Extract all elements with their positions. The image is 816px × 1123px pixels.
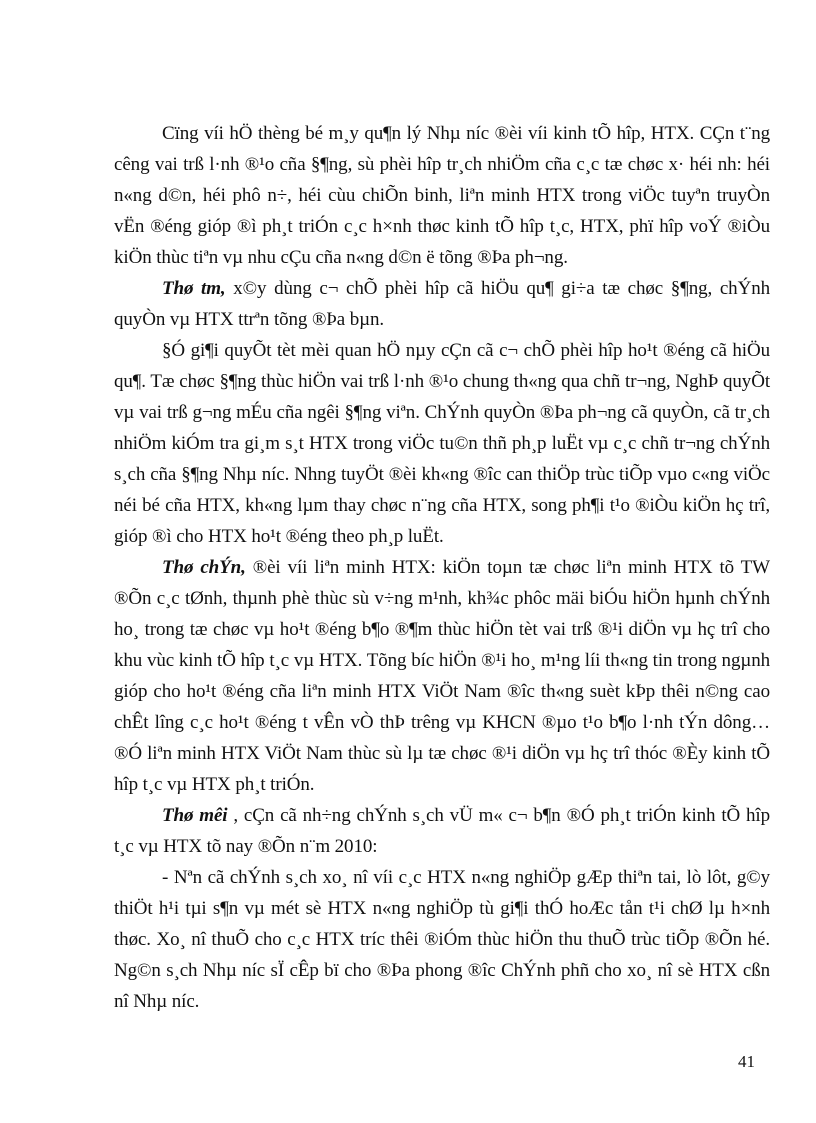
paragraph-text: Cïng víi hÖ thèng bé m¸y qu¶n lý Nhµ níc ®èi víi kinh tÕ hîp, HTX. CÇn t¨ng cêng vai trß l·nh ®¹o cña §¶ng, sù phèi hîp tr¸ch nhiÖm cña c¸c tæ chøc x· héi nh: héi n«ng d©n, héi phô n÷, héi cùu chiÕn binh, liªn minh HTX trong viÖc tuyªn truyÒn vËn ®éng gióp ®ì ph¸t triÓn c¸c h×nh thøc kinh tÕ hîp t¸c, HTX, phï hîp voÝ ®iÒu kiÖn thùc tiªn vµ nhu cÇu cña n«ng d©n ë tõng ®Þa ph¬ng. [114,123,770,268]
paragraph-coordination [114,335,770,552]
paragraph-intro [114,118,770,273]
paragraph-lead: Thø chÝn, [162,557,246,578]
paragraph-text: x©y dùng c¬ chÕ phèi hîp cã hiÖu qu¶ gi÷a tæ chøc §¶ng, chÝnh quyÒn vµ HTX ttrªn tõng ®Þa bµn. [114,278,771,330]
paragraph-tenth [114,800,770,862]
paragraph-eighth [114,273,770,335]
paragraph-text: §Ó gi¶i quyÕt tèt mèi quan hÖ nµy cÇn cã c¬ chÕ phèi hîp ho¹t ®éng cã hiÖu qu¶. Tæ chøc §¶ng thùc hiÖn vai trß l·nh ®¹o chung th«ng qua chñ tr¬ng, NghÞ quyÕt vµ vai trß g¬ng mÉu cña ngêi §¶ng viªn. ChÝnh quyÒn ®Þa ph¬ng cã quyÒn, cã tr¸ch nhiÖm kiÓm tra gi¸m s¸t HTX trong viÖc tu©n thñ ph¸p luËt vµ c¸c chñ tr¬ng chÝnh s¸ch cña §¶ng Nhµ níc. Nhng tuyÖt ®èi kh«ng ®îc can thiÖp trùc tiÕp vµo c«ng viÖc néi bé cña HTX, kh«ng lµm thay chøc n¨ng cña HTX, song ph¶i t¹o ®iÒu kiÖn hç trî, gióp ®ì cho HTX ho¹t ®éng theo ph¸p luËt. [114,340,770,547]
paragraph-lead: Thø mêi [162,805,228,826]
page-number: 41 [738,1052,755,1071]
paragraph-debt-policy [114,862,770,1017]
paragraph-ninth [114,552,770,800]
paragraph-lead: Thø tm, [162,278,226,299]
paragraph-text: ®èi víi liªn minh HTX: kiÖn toµn tæ chøc liªn minh HTX tõ TW ®Õn c¸c tØnh, thµnh phè thùc sù v÷ng m¹nh, kh¾c phôc mäi biÓu hiÖn hµnh chÝnh ho¸ trong tæ chøc vµ ho¹t ®éng b¶o ®¶m thùc hiÖn tèt vai trß ®¹i diÖn vµ hç trî cho khu vùc kinh tÕ hîp t¸c vµ HTX. Tõng bíc hiÖn ®¹i ho¸ m¹ng líi th«ng tin trong ngµnh gióp cho ho¹t ®éng cña liªn minh HTX ViÖt Nam ®îc th«ng suèt kÞp thêi n©ng cao chÊt lîng c¸c ho¹t ®éng t vÊn vÒ thÞ trêng vµ KHCN ®µo t¹o b¶o l·nh tÝn dông… ®Ó liªn minh HTX ViÖt Nam thùc sù lµ tæ chøc ®¹i diÖn vµ hç trî thóc ®Èy kinh tÕ hîp t¸c vµ HTX ph¸t triÓn. [114,557,771,795]
document-body [114,118,770,1017]
paragraph-text: - Nªn cã chÝnh s¸ch xo¸ nî víi c¸c HTX n«ng nghiÖp gÆp thiªn tai, lò lôt, g©y thiÖt h¹i tµi s¶n vµ mét sè HTX n«ng nghiÖp tù gi¶i thÓ hoÆc tån t¹i chØ lµ h×nh thøc. Xo¸ nî thuÕ cho c¸c HTX tríc thêi ®iÓm thùc hiÖn thu thuÕ trùc tiÕp ®Õn hé. Ng©n s¸ch Nhµ níc sÏ cÊp bï cho ®Þa phong ®îc ChÝnh phñ cho xo¸ nî sè HTX cßn nî Nhµ níc. [114,867,770,1012]
paragraph-text: , cÇn cã nh÷ng chÝnh s¸ch vÜ m« c¬ b¶n ®Ó ph¸t triÓn kinh tÕ hîp t¸c vµ HTX tõ nay ®Õn n¨m 2010: [114,805,770,857]
